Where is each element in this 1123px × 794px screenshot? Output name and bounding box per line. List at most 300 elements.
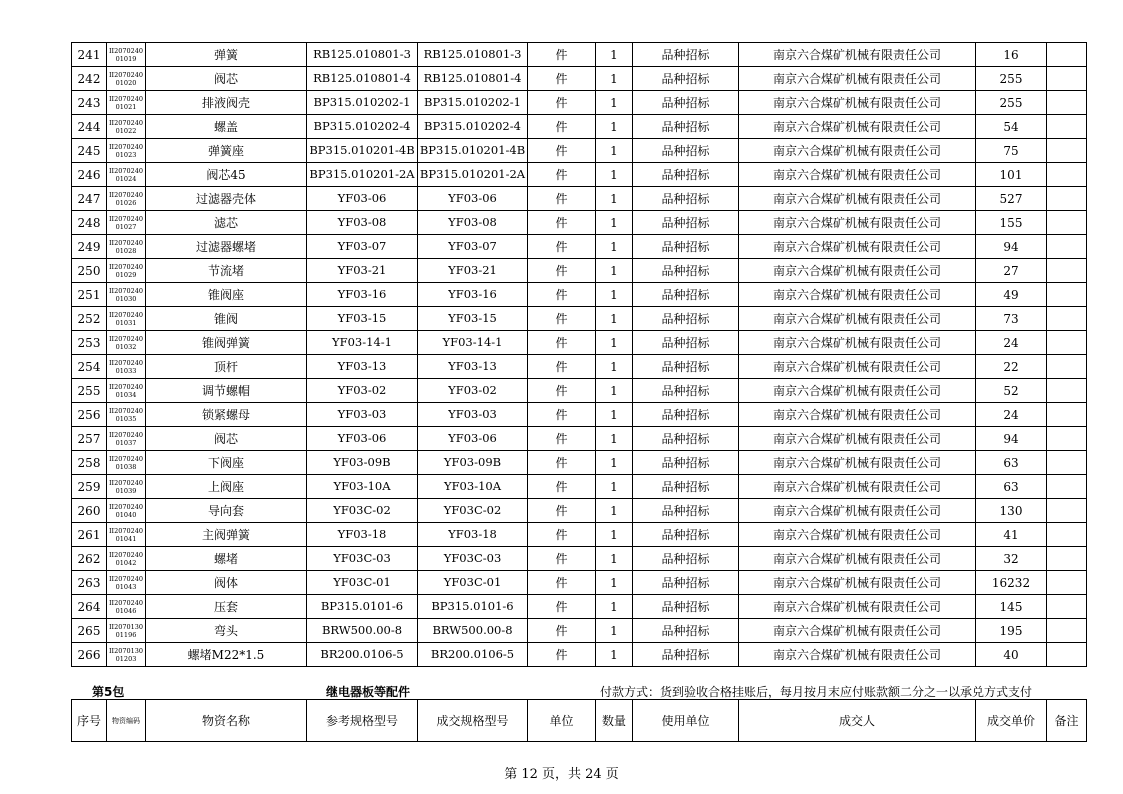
table-row [72,211,1087,235]
cell-price: 24 [976,331,1047,355]
cell-price: 49 [976,283,1047,307]
cell-user: 品种招标 [633,403,739,427]
cell-ref: BP315.010201-2A [307,163,418,187]
cell-supplier: 南京六合煤矿机械有限责任公司 [739,499,976,523]
cell-price: 24 [976,403,1047,427]
cell-name: 导向套 [146,499,307,523]
cell-code: II207024001043 [107,571,146,595]
cell-name: 阀体 [146,571,307,595]
cell-qty: 1 [596,331,633,355]
cell-no: 241 [72,43,107,67]
cell-no: 251 [72,283,107,307]
cell-name: 节流堵 [146,259,307,283]
cell-name: 锥阀 [146,307,307,331]
header-ref: 参考规格型号 [307,700,418,742]
cell-user: 品种招标 [633,187,739,211]
table-row [72,451,1087,475]
cell-qty: 1 [596,403,633,427]
cell-unit: 件 [528,499,596,523]
table-row [72,283,1087,307]
cell-qty: 1 [596,427,633,451]
cell-supplier: 南京六合煤矿机械有限责任公司 [739,331,976,355]
package-title: 继电器板等配件 [326,685,411,699]
cell-name: 弯头 [146,619,307,643]
cell-code: II207024001041 [107,523,146,547]
table-row [72,571,1087,595]
cell-no: 259 [72,475,107,499]
cell-name: 弹簧座 [146,139,307,163]
cell-no: 247 [72,187,107,211]
cell-user: 品种招标 [633,307,739,331]
cell-code: II207024001046 [107,595,146,619]
cell-qty: 1 [596,379,633,403]
cell-unit: 件 [528,571,596,595]
cell-user: 品种招标 [633,595,739,619]
cell-ref: YF03-06 [307,187,418,211]
cell-code: II207024001038 [107,451,146,475]
cell-user: 品种招标 [633,43,739,67]
cell-unit: 件 [528,43,596,67]
cell-user: 品种招标 [633,571,739,595]
cell-unit: 件 [528,355,596,379]
cell-name: 阀芯 [146,67,307,91]
table-row [72,331,1087,355]
cell-no: 263 [72,571,107,595]
cell-name: 阀芯 [146,427,307,451]
cell-deal: BP315.010201-2A [418,163,528,187]
cell-unit: 件 [528,115,596,139]
cell-note [1047,307,1087,331]
cell-unit: 件 [528,187,596,211]
cell-ref: RB125.010801-4 [307,67,418,91]
cell-price: 16232 [976,571,1047,595]
cell-qty: 1 [596,595,633,619]
cell-ref: YF03-16 [307,283,418,307]
cell-note [1047,379,1087,403]
cell-supplier: 南京六合煤矿机械有限责任公司 [739,67,976,91]
cell-name: 螺堵M22*1.5 [146,643,307,667]
cell-price: 22 [976,355,1047,379]
cell-qty: 1 [596,307,633,331]
cell-deal: YF03-03 [418,403,528,427]
cell-price: 155 [976,211,1047,235]
cell-user: 品种招标 [633,211,739,235]
items-table [71,42,1087,667]
table-row [72,379,1087,403]
cell-supplier: 南京六合煤矿机械有限责任公司 [739,547,976,571]
cell-note [1047,475,1087,499]
cell-unit: 件 [528,475,596,499]
cell-name: 弹簧 [146,43,307,67]
cell-supplier: 南京六合煤矿机械有限责任公司 [739,91,976,115]
header-unit: 单位 [528,700,596,742]
cell-user: 品种招标 [633,163,739,187]
cell-user: 品种招标 [633,619,739,643]
table-row [72,115,1087,139]
cell-note [1047,523,1087,547]
cell-price: 16 [976,43,1047,67]
cell-no: 256 [72,403,107,427]
cell-code: II207024001042 [107,547,146,571]
cell-name: 压套 [146,595,307,619]
cell-supplier: 南京六合煤矿机械有限责任公司 [739,523,976,547]
cell-ref: YF03C-03 [307,547,418,571]
table-row [72,619,1087,643]
header-row [72,700,1087,742]
header-qty: 数量 [596,700,633,742]
cell-supplier: 南京六合煤矿机械有限责任公司 [739,307,976,331]
page-footer: 第 12 页，共 24 页 [504,767,619,782]
cell-deal: YF03-15 [418,307,528,331]
cell-unit: 件 [528,283,596,307]
cell-deal: BP315.010202-1 [418,91,528,115]
cell-note [1047,187,1087,211]
table-row [72,523,1087,547]
cell-code: II207024001031 [107,307,146,331]
cell-price: 75 [976,139,1047,163]
cell-unit: 件 [528,379,596,403]
cell-qty: 1 [596,283,633,307]
cell-deal: YF03C-01 [418,571,528,595]
cell-user: 品种招标 [633,331,739,355]
header-user: 使用单位 [633,700,739,742]
cell-unit: 件 [528,211,596,235]
cell-deal: YF03-13 [418,355,528,379]
cell-deal: BP315.0101-6 [418,595,528,619]
cell-ref: YF03-15 [307,307,418,331]
cell-price: 101 [976,163,1047,187]
cell-qty: 1 [596,619,633,643]
cell-deal: YF03-07 [418,235,528,259]
cell-unit: 件 [528,403,596,427]
payment-terms: 付款方式：货到验收合格挂账后，每月按月末应付账款额二分之一以承兑方式支付 [600,685,1033,699]
cell-ref: YF03-21 [307,259,418,283]
cell-no: 248 [72,211,107,235]
cell-supplier: 南京六合煤矿机械有限责任公司 [739,427,976,451]
cell-price: 52 [976,379,1047,403]
cell-unit: 件 [528,163,596,187]
cell-note [1047,571,1087,595]
cell-code: II207024001024 [107,163,146,187]
cell-supplier: 南京六合煤矿机械有限责任公司 [739,403,976,427]
cell-deal: RB125.010801-3 [418,43,528,67]
cell-user: 品种招标 [633,475,739,499]
cell-ref: YF03-18 [307,523,418,547]
header-supplier: 成交人 [739,700,976,742]
cell-note [1047,451,1087,475]
table-row [72,163,1087,187]
cell-name: 过滤器壳体 [146,187,307,211]
cell-qty: 1 [596,211,633,235]
cell-supplier: 南京六合煤矿机械有限责任公司 [739,595,976,619]
cell-qty: 1 [596,643,633,667]
cell-ref: BP315.010202-1 [307,91,418,115]
cell-user: 品种招标 [633,427,739,451]
cell-qty: 1 [596,451,633,475]
cell-code: II207013001196 [107,619,146,643]
cell-deal: YF03-09B [418,451,528,475]
cell-name: 顶杆 [146,355,307,379]
cell-name: 滤芯 [146,211,307,235]
cell-price: 63 [976,475,1047,499]
cell-deal: YF03-18 [418,523,528,547]
cell-note [1047,211,1087,235]
cell-user: 品种招标 [633,547,739,571]
cell-note [1047,259,1087,283]
cell-supplier: 南京六合煤矿机械有限责任公司 [739,235,976,259]
cell-deal: BP315.010201-4B [418,139,528,163]
cell-user: 品种招标 [633,235,739,259]
cell-no: 246 [72,163,107,187]
cell-note [1047,619,1087,643]
cell-price: 255 [976,67,1047,91]
cell-name: 主阀弹簧 [146,523,307,547]
cell-ref: YF03-13 [307,355,418,379]
cell-unit: 件 [528,523,596,547]
cell-name: 锥阀弹簧 [146,331,307,355]
cell-user: 品种招标 [633,355,739,379]
table-row [72,475,1087,499]
cell-code: II207024001026 [107,187,146,211]
cell-qty: 1 [596,67,633,91]
cell-deal: YF03-02 [418,379,528,403]
cell-deal: YF03C-02 [418,499,528,523]
cell-supplier: 南京六合煤矿机械有限责任公司 [739,379,976,403]
cell-price: 94 [976,235,1047,259]
cell-note [1047,235,1087,259]
cell-note [1047,403,1087,427]
cell-no: 254 [72,355,107,379]
cell-unit: 件 [528,139,596,163]
cell-code: II207024001039 [107,475,146,499]
cell-no: 261 [72,523,107,547]
cell-ref: YF03-03 [307,403,418,427]
cell-note [1047,331,1087,355]
cell-price: 130 [976,499,1047,523]
cell-deal: BR200.0106-5 [418,643,528,667]
cell-unit: 件 [528,595,596,619]
header-name: 物资名称 [146,700,307,742]
table-row [72,43,1087,67]
cell-supplier: 南京六合煤矿机械有限责任公司 [739,355,976,379]
table-row [72,139,1087,163]
cell-price: 41 [976,523,1047,547]
cell-deal: YF03-10A [418,475,528,499]
cell-no: 242 [72,67,107,91]
cell-price: 73 [976,307,1047,331]
table-row [72,187,1087,211]
cell-qty: 1 [596,43,633,67]
cell-name: 下阀座 [146,451,307,475]
cell-qty: 1 [596,91,633,115]
cell-price: 94 [976,427,1047,451]
cell-code: II207024001030 [107,283,146,307]
cell-ref: YF03-08 [307,211,418,235]
package-line [71,683,1086,699]
cell-ref: YF03C-01 [307,571,418,595]
cell-code: II207024001027 [107,211,146,235]
cell-ref: RB125.010801-3 [307,43,418,67]
table-row [72,643,1087,667]
cell-ref: BP315.010201-4B [307,139,418,163]
cell-supplier: 南京六合煤矿机械有限责任公司 [739,259,976,283]
cell-no: 258 [72,451,107,475]
cell-name: 螺盖 [146,115,307,139]
cell-unit: 件 [528,235,596,259]
cell-no: 250 [72,259,107,283]
cell-no: 255 [72,379,107,403]
cell-unit: 件 [528,67,596,91]
table-row [72,91,1087,115]
cell-note [1047,355,1087,379]
cell-note [1047,595,1087,619]
cell-code: II207024001019 [107,43,146,67]
cell-note [1047,499,1087,523]
cell-deal: YF03-14-1 [418,331,528,355]
cell-price: 40 [976,643,1047,667]
cell-ref: BP315.010202-4 [307,115,418,139]
cell-code: II207024001023 [107,139,146,163]
cell-ref: BR200.0106-5 [307,643,418,667]
cell-code: II207013001203 [107,643,146,667]
cell-no: 244 [72,115,107,139]
cell-qty: 1 [596,475,633,499]
cell-supplier: 南京六合煤矿机械有限责任公司 [739,451,976,475]
cell-supplier: 南京六合煤矿机械有限责任公司 [739,475,976,499]
cell-qty: 1 [596,139,633,163]
cell-user: 品种招标 [633,283,739,307]
cell-user: 品种招标 [633,379,739,403]
header-price: 成交单价 [976,700,1047,742]
cell-supplier: 南京六合煤矿机械有限责任公司 [739,115,976,139]
cell-unit: 件 [528,307,596,331]
header-no: 序号 [72,700,107,742]
cell-user: 品种招标 [633,139,739,163]
cell-qty: 1 [596,163,633,187]
cell-note [1047,139,1087,163]
cell-deal: YF03-16 [418,283,528,307]
cell-qty: 1 [596,259,633,283]
cell-code: II207024001022 [107,115,146,139]
cell-deal: BRW500.00-8 [418,619,528,643]
cell-code: II207024001037 [107,427,146,451]
cell-ref: BRW500.00-8 [307,619,418,643]
table-row [72,427,1087,451]
header-code: 物资编码 [107,700,146,742]
cell-supplier: 南京六合煤矿机械有限责任公司 [739,283,976,307]
cell-no: 257 [72,427,107,451]
table-row [72,403,1087,427]
cell-no: 265 [72,619,107,643]
cell-ref: YF03-10A [307,475,418,499]
cell-price: 27 [976,259,1047,283]
cell-qty: 1 [596,355,633,379]
cell-name: 锥阀座 [146,283,307,307]
cell-no: 245 [72,139,107,163]
cell-code: II207024001029 [107,259,146,283]
cell-note [1047,115,1087,139]
table-row [72,235,1087,259]
cell-unit: 件 [528,427,596,451]
cell-supplier: 南京六合煤矿机械有限责任公司 [739,571,976,595]
cell-ref: YF03-06 [307,427,418,451]
table-row [72,595,1087,619]
cell-ref: BP315.0101-6 [307,595,418,619]
cell-unit: 件 [528,643,596,667]
cell-name: 排液阀壳 [146,91,307,115]
cell-ref: YF03-09B [307,451,418,475]
cell-supplier: 南京六合煤矿机械有限责任公司 [739,163,976,187]
cell-supplier: 南京六合煤矿机械有限责任公司 [739,187,976,211]
cell-supplier: 南京六合煤矿机械有限责任公司 [739,43,976,67]
cell-qty: 1 [596,547,633,571]
cell-qty: 1 [596,499,633,523]
cell-note [1047,43,1087,67]
cell-user: 品种招标 [633,67,739,91]
cell-no: 266 [72,643,107,667]
cell-note [1047,547,1087,571]
cell-name: 阀芯45 [146,163,307,187]
cell-user: 品种招标 [633,643,739,667]
cell-qty: 1 [596,235,633,259]
cell-supplier: 南京六合煤矿机械有限责任公司 [739,643,976,667]
cell-supplier: 南京六合煤矿机械有限责任公司 [739,139,976,163]
cell-code: II207024001028 [107,235,146,259]
cell-ref: YF03-07 [307,235,418,259]
cell-user: 品种招标 [633,259,739,283]
cell-code: II207024001020 [107,67,146,91]
cell-deal: YF03-06 [418,427,528,451]
cell-price: 54 [976,115,1047,139]
cell-unit: 件 [528,451,596,475]
cell-name: 上阀座 [146,475,307,499]
cell-note [1047,163,1087,187]
cell-name: 螺堵 [146,547,307,571]
cell-note [1047,427,1087,451]
cell-note [1047,67,1087,91]
cell-no: 249 [72,235,107,259]
table-row [72,499,1087,523]
table-row [72,355,1087,379]
cell-no: 260 [72,499,107,523]
cell-user: 品种招标 [633,451,739,475]
cell-qty: 1 [596,115,633,139]
cell-unit: 件 [528,259,596,283]
table-row [72,259,1087,283]
cell-price: 527 [976,187,1047,211]
cell-unit: 件 [528,91,596,115]
table-row [72,307,1087,331]
cell-note [1047,91,1087,115]
package-header-table [71,699,1087,742]
cell-supplier: 南京六合煤矿机械有限责任公司 [739,211,976,235]
cell-code: II207024001033 [107,355,146,379]
cell-unit: 件 [528,547,596,571]
header-note: 备注 [1047,700,1087,742]
package-label: 第5包 [92,685,125,699]
cell-note [1047,283,1087,307]
cell-code: II207024001032 [107,331,146,355]
cell-price: 255 [976,91,1047,115]
cell-ref: YF03C-02 [307,499,418,523]
cell-unit: 件 [528,619,596,643]
cell-code: II207024001040 [107,499,146,523]
cell-code: II207024001035 [107,403,146,427]
cell-user: 品种招标 [633,499,739,523]
cell-no: 262 [72,547,107,571]
cell-name: 过滤器螺堵 [146,235,307,259]
cell-name: 调节螺帽 [146,379,307,403]
